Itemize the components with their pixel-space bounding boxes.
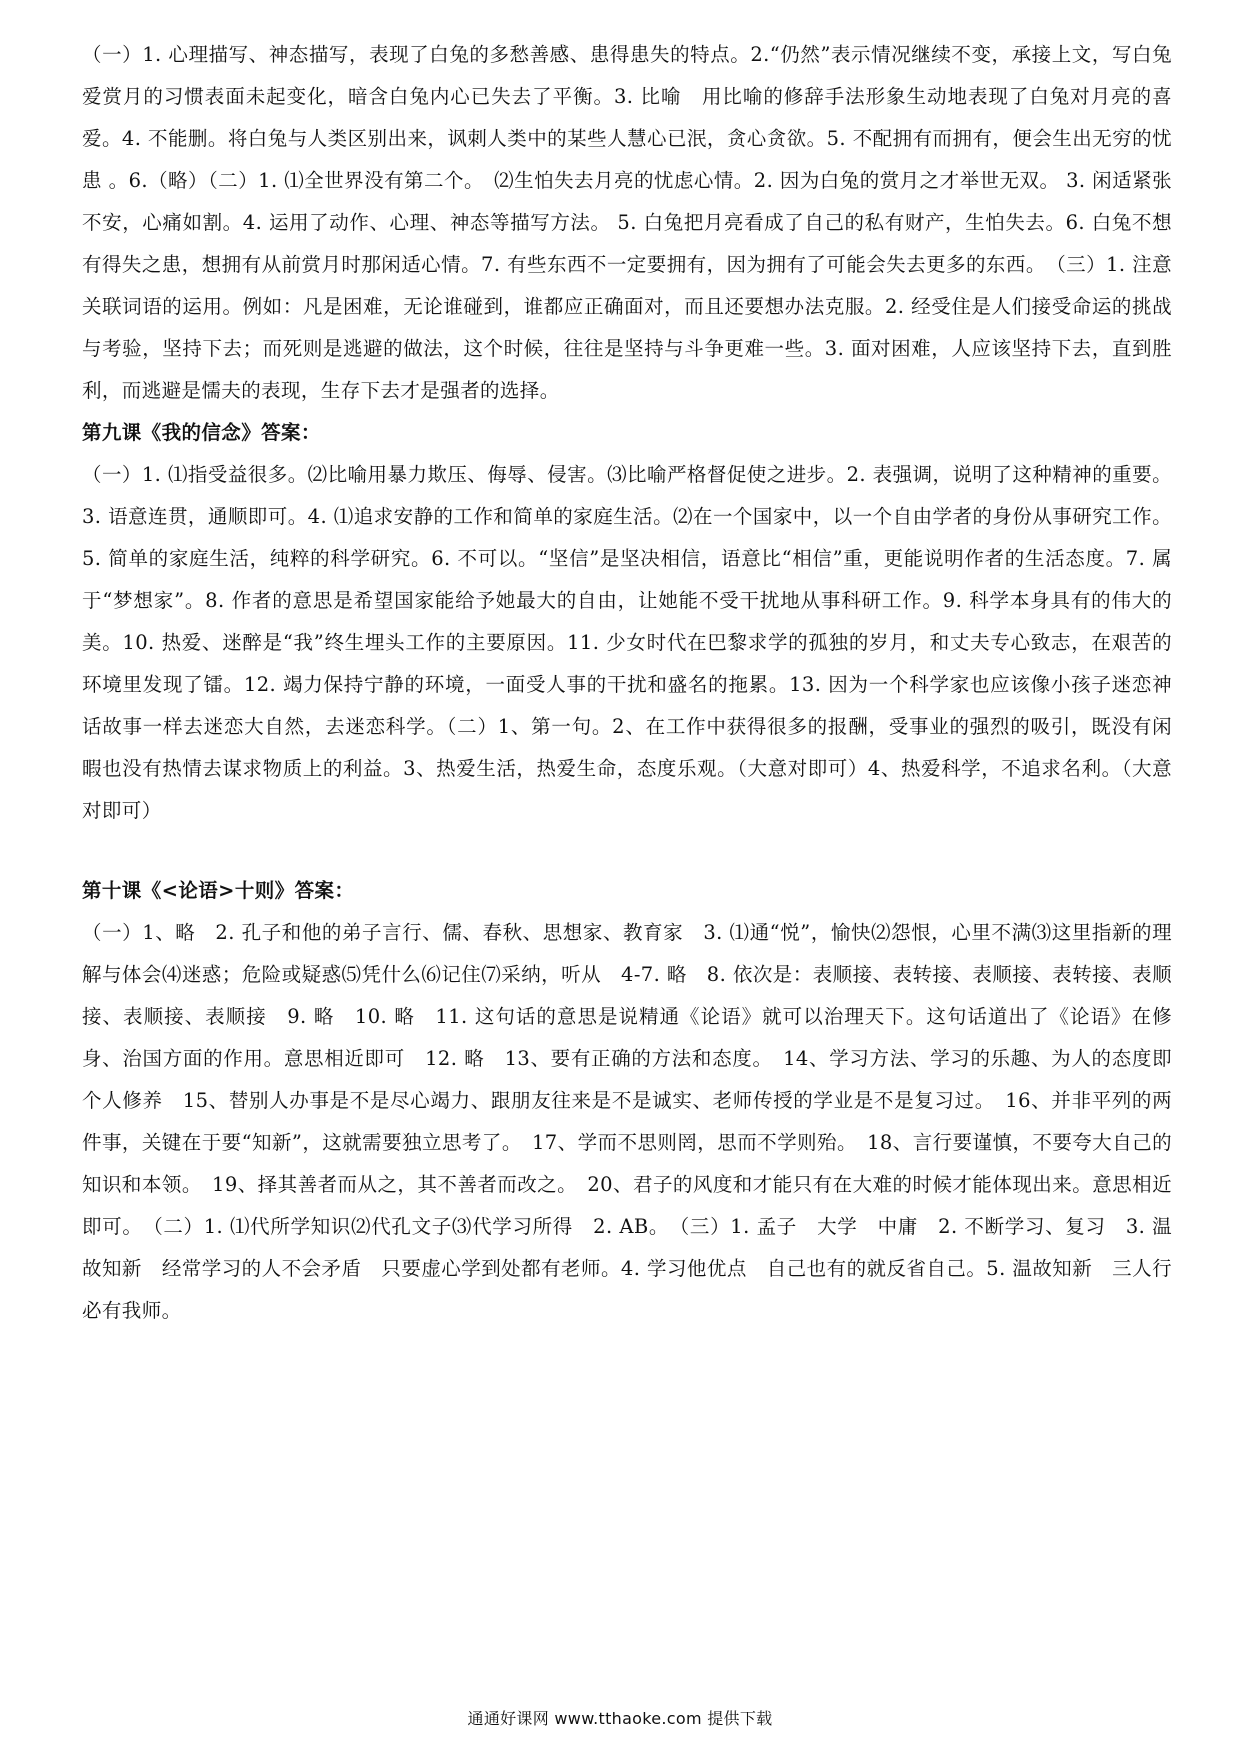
lesson9-heading: 第九课《我的信念》答案：	[82, 421, 321, 444]
lesson8-answers: （一）1. 心理描写、神态描写，表现了白兔的多愁善感、患得患失的特点。2.“仍然”表示情况继续不变，承接上文，写白兔爱赏月的习惯表面未起变化，暗含白兔内心已失去了平衡。3. 比喻 用比喻的修辞手法形象生动地表现了白兔对月亮的喜爱。4. 不能删。将白兔与人类区别出来，讽刺人类中的某些人慧心已泯，贪心贪欲。5. 不配拥有而拥有，便会生出无穷的忧患 。6.（略）（二）1. ⑴全世界没有第二个。 ⑵生怕失去月亮的忧虑心情。2. 因为白兔的赏月之才举世无双。 3. 闲适紧张不安，心痛如割。4. 运用了动作、心理、神态等描写方法。 5. 白兔把月亮看成了自己的私有财产，生怕失去。6. 白兔不想有得失之患，想拥有从前赏月时那闲适心情。7. 有些东西不一定要拥有，因为拥有了可能会失去更多的东西。 （三）1. 注意关联词语的运用。例如：凡是困难，无论谁碰到，谁都应正确面对，而且还要想办法克服。2. 经受住是人们接受命运的挑战与考验，坚持下去；而死则是逃避的做法，这个时候，往往是坚持与斗争更难一些。3. 面对困难，人应该坚持下去，直到胜利，而逃避是懦夫的表现，生存下去才是强者的选择。	[82, 43, 1172, 402]
lesson10-heading: 第十课《<论语>十则》答案：	[82, 879, 355, 902]
lesson9-answers: （一）1. ⑴指受益很多。⑵比喻用暴力欺压、侮辱、侵害。⑶比喻严格督促使之进步。2. 表强调，说明了这种精神的重要。3. 语意连贯，通顺即可。4. ⑴追求安静的工作和简单的家庭生活。⑵在一个国家中，以一个自由学者的身份从事研究工作。5. 简单的家庭生活，纯粹的科学研究。6. 不可以。“坚信”是坚决相信，语意比“相信”重，更能说明作者的生活态度。7. 属于“梦想家”。8. 作者的意思是希望国家能给予她最大的自由，让她能不受干扰地从事科研工作。9. 科学本身具有的伟大的美。10. 热爱、迷醉是“我”终生埋头工作的主要原因。11. 少女时代在巴黎求学的孤独的岁月，和丈夫专心致志，在艰苦的环境里发现了镭。12. 竭力保持宁静的环境，一面受人事的干扰和盛名的拖累。13. 因为一个科学家也应该像小孩子迷恋神话故事一样去迷恋大自然，去迷恋科学。（二）1、第一句。2、在工作中获得很多的报酬，受事业的强烈的吸引，既没有闲暇也没有热情去谋求物质上的利益。3、热爱生活，热爱生命，态度乐观。（大意对即可）4、热爱科学，不追求名利。（大意对即可）	[82, 463, 1172, 822]
document-body	[82, 34, 1172, 1332]
page-footer: 通通好课网 www.tthaoke.com 提供下载	[467, 1709, 773, 1728]
section-spacer	[82, 832, 1172, 870]
lesson10-answers: （一）1、略 2. 孔子和他的弟子言行、儒、春秋、思想家、教育家 3. ⑴通“悦”，愉快⑵怨恨，心里不满⑶这里指新的理解与体会⑷迷惑；危险或疑惑⑸凭什么⑹记住⑺采纳，听从 4-7. 略 8. 依次是：表顺接、表转接、表顺接、表转接、表顺接、表顺接、表顺接 9. 略 10. 略 11. 这句话的意思是说精通《论语》就可以治理天下。这句话道出了《论语》在修身、治国方面的作用。意思相近即可 12. 略 13、要有正确的方法和态度。 14、学习方法、学习的乐趣、为人的态度即个人修养 15、替别人办事是不是尽心竭力、跟朋友往来是不是诚实、老师传授的学业是不是复习过。 16、并非平列的两件事，关键在于要“知新”，这就需要独立思考了。 17、学而不思则罔，思而不学则殆。 18、言行要谨慎，不要夸大自己的知识和本领。 19、择其善者而从之，其不善者而改之。 20、君子的风度和才能只有在大难的时候才能体现出来。意思相近即可。 （二）1. ⑴代所学知识⑵代孔文子⑶代学习所得 2. AB。 （三）1. 孟子 大学 中庸 2. 不断学习、复习 3. 温故知新 经常学习的人不会矛盾 只要虚心学到处都有老师。4. 学习他优点 自己也有的就反省自己。5. 温故知新 三人行必有我师。	[82, 921, 1172, 1322]
